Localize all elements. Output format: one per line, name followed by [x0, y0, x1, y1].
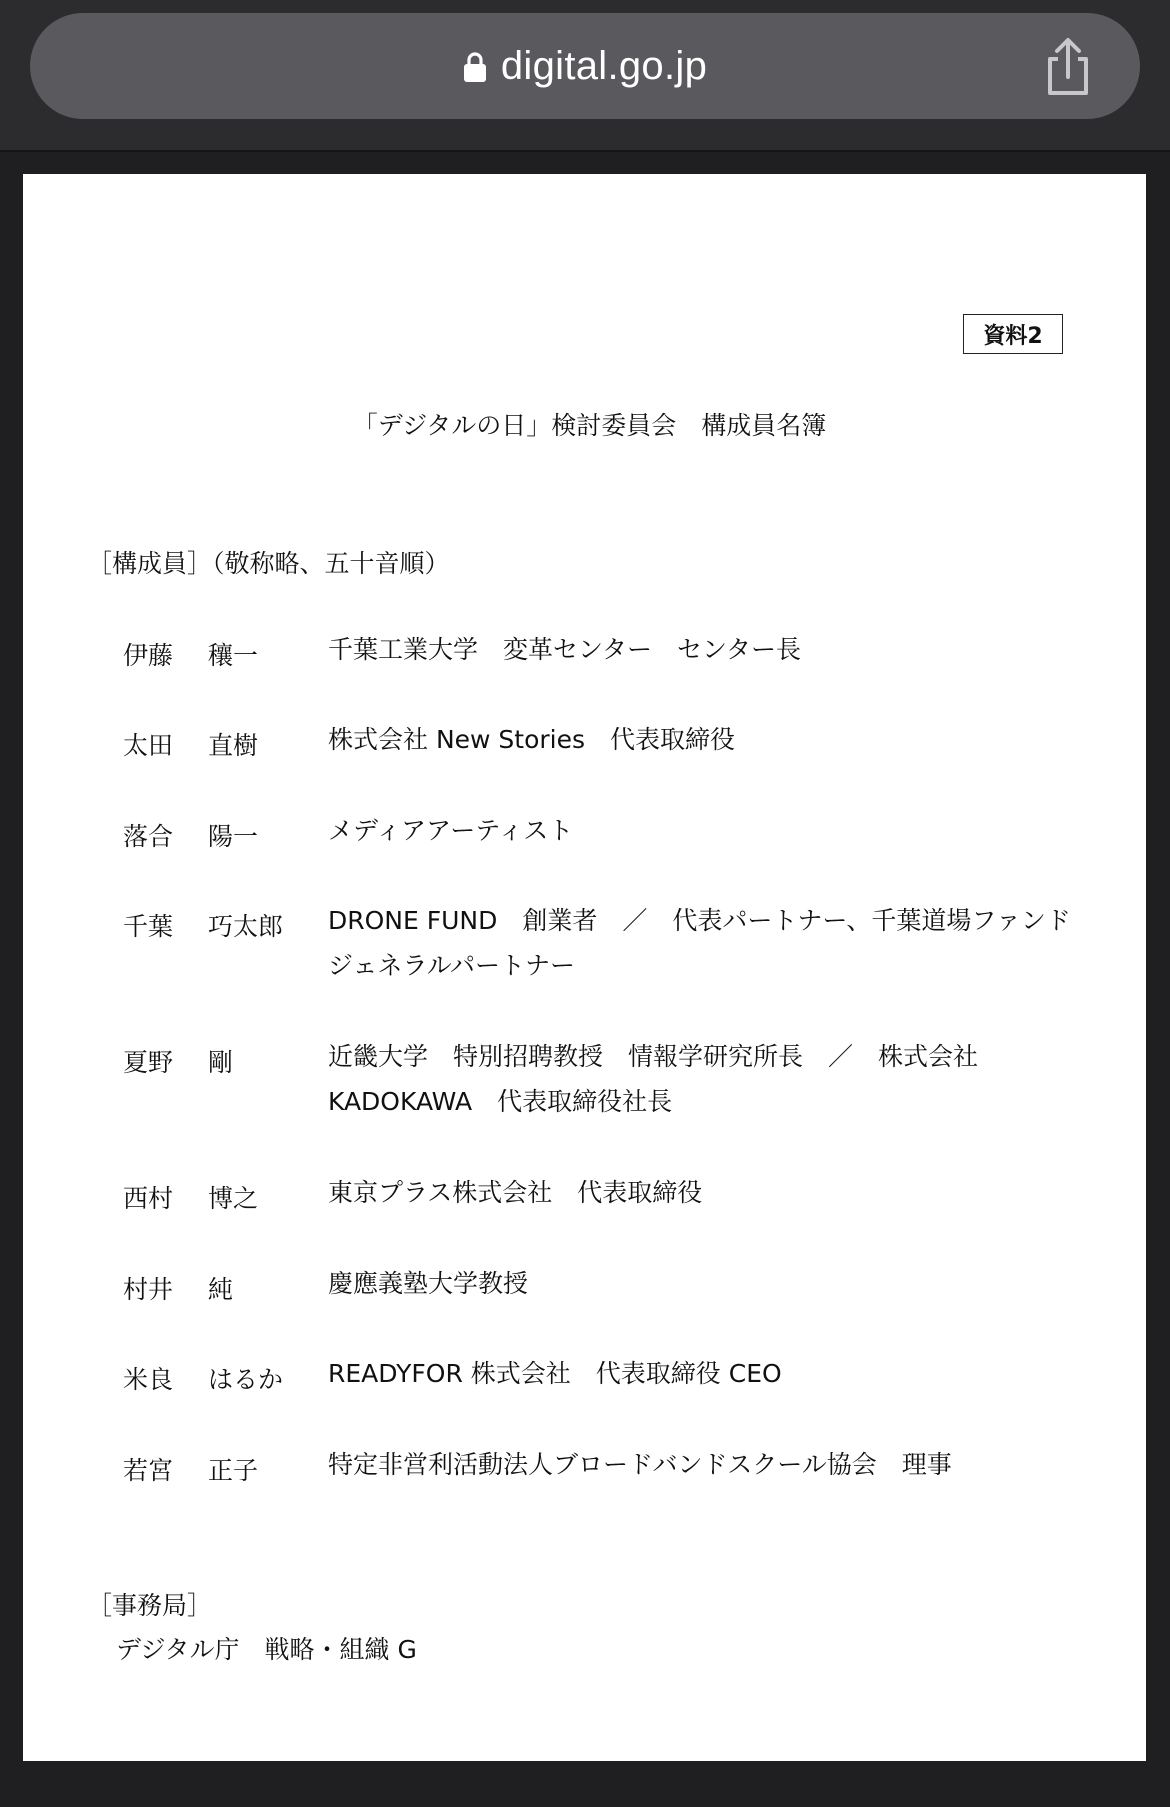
member-affiliation: 千葉工業大学 変革センター センター長	[328, 635, 802, 664]
url-text: digital.go.jp	[500, 43, 708, 88]
lock-icon	[463, 51, 487, 83]
member-surname: 若宮	[123, 1456, 174, 1485]
secretariat-body: デジタル庁 戦略・組織 G	[116, 1635, 417, 1664]
url-display	[30, 13, 1140, 119]
member-surname: 伊藤	[123, 641, 174, 670]
member-given-name: 正子	[208, 1456, 259, 1485]
member-surname: 太田	[123, 731, 174, 760]
member-surname: 西村	[123, 1184, 174, 1213]
secretariat-heading: ［事務局］	[87, 1591, 213, 1620]
member-affiliation: 株式会社 New Stories 代表取締役	[328, 725, 736, 754]
member-affiliation: 近畿大学 特別招聘教授 情報学研究所長 ／ 株式会社 KADOKAWA 代表取締役社長	[328, 1042, 979, 1116]
member-given-name: 博之	[208, 1184, 259, 1213]
member-surname: 千葉	[123, 912, 174, 941]
member-given-name: 剛	[208, 1048, 234, 1077]
document-title: 「デジタルの日」検討委員会 構成員名簿	[352, 411, 827, 440]
member-given-name: はるか	[208, 1365, 284, 1394]
document-id-box: 資料2	[963, 314, 1063, 354]
members-heading: ［構成員］（敬称略、五十音順）	[87, 549, 450, 578]
member-surname: 村井	[123, 1275, 174, 1304]
address-bar[interactable]	[30, 13, 1140, 119]
member-affiliation: 特定非営利活動法人ブロードバンドスクール協会 理事	[328, 1450, 952, 1479]
member-surname: 米良	[123, 1365, 174, 1394]
member-given-name: 直樹	[208, 731, 259, 760]
member-affiliation: メディアアーティスト	[328, 816, 574, 845]
member-affiliation: 慶應義塾大学教授	[328, 1269, 529, 1298]
member-given-name: 穰一	[208, 641, 259, 670]
member-given-name: 巧太郎	[208, 912, 284, 941]
browser-toolbar	[0, 0, 1170, 152]
document-page	[23, 174, 1146, 1761]
member-given-name: 陽一	[208, 822, 259, 851]
share-icon[interactable]	[1040, 37, 1096, 97]
member-given-name: 純	[208, 1275, 234, 1304]
member-affiliation: 東京プラス株式会社 代表取締役	[328, 1178, 703, 1207]
member-surname: 落合	[123, 822, 174, 851]
member-surname: 夏野	[123, 1048, 174, 1077]
member-affiliation: DRONE FUND 創業者 ／ 代表パートナー、千葉道場ファンド ジェネラルパートナー	[328, 906, 1096, 980]
member-affiliation: READYFOR 株式会社 代表取締役 CEO	[328, 1359, 782, 1388]
